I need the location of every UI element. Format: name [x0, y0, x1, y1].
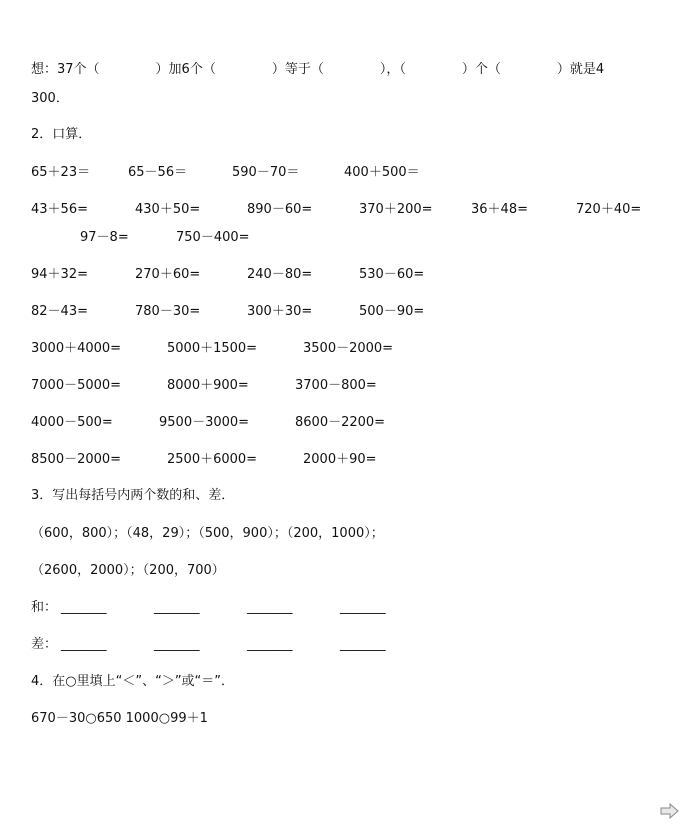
intro-line-2: 300． — [31, 91, 69, 106]
problem: 890－60= — [247, 202, 313, 217]
problem: 7000－5000= — [31, 378, 122, 393]
problem: 65－56＝ — [128, 165, 188, 180]
answer-blank: _______ — [61, 637, 107, 652]
section-2-heading: 2．口算． — [31, 127, 92, 142]
problem: 3500－2000= — [303, 341, 394, 356]
answer-blank: _______ — [61, 600, 107, 615]
problem: 720＋40= — [576, 202, 642, 217]
problem: 400＋500＝ — [344, 165, 420, 180]
problem: 5000＋1500= — [167, 341, 258, 356]
problem: 750－400= — [176, 230, 250, 245]
comparison-line: 670－30○650 1000○99＋1 — [31, 711, 208, 726]
answer-blank: _______ — [247, 637, 293, 652]
problem: 43＋56= — [31, 202, 88, 217]
problem: 2500＋6000= — [167, 452, 258, 467]
intro-text-3: ）等于（ — [271, 62, 324, 77]
intro-text-1: 想：37个（ — [31, 62, 100, 77]
intro-text-4: ），（ — [379, 62, 406, 77]
intro-text-2: ）加6个（ — [155, 62, 216, 77]
problem: 270＋60= — [135, 267, 201, 282]
problem: 300＋30= — [247, 304, 313, 319]
intro-text-6: ）就是4 — [556, 62, 605, 77]
problem: 65＋23＝ — [31, 165, 91, 180]
problem: 8000＋900= — [167, 378, 249, 393]
problem: 8500－2000= — [31, 452, 122, 467]
problem: 82－43= — [31, 304, 88, 319]
problem: 3000＋4000= — [31, 341, 122, 356]
problem: 500－90= — [359, 304, 425, 319]
problem: 97－8= — [80, 230, 129, 245]
problem: 8600－2200= — [295, 415, 386, 430]
problem: 590－70＝ — [232, 165, 300, 180]
problem: 530－60= — [359, 267, 425, 282]
answer-blank: _______ — [154, 637, 200, 652]
answer-blank: _______ — [340, 600, 386, 615]
problem: 4000－500= — [31, 415, 113, 430]
sum-label: 和： — [31, 600, 58, 615]
problem: 94＋32= — [31, 267, 88, 282]
answer-blank: _______ — [247, 600, 293, 615]
number-pairs-line-2: （2600，2000）；（200，700） — [31, 563, 225, 578]
problem: 430＋50= — [135, 202, 201, 217]
problem: 3700－800= — [295, 378, 377, 393]
answer-blank: _______ — [154, 600, 200, 615]
intro-text-5: ）个（ — [461, 62, 501, 77]
difference-label: 差： — [31, 637, 58, 652]
problem: 2000＋90= — [303, 452, 377, 467]
problem: 9500－3000= — [159, 415, 250, 430]
section-3-heading: 3．写出每括号内两个数的和、差． — [31, 488, 235, 503]
answer-blank: _______ — [340, 637, 386, 652]
problem: 780－30= — [135, 304, 201, 319]
number-pairs-line-1: （600，800）；（48，29）；（500，900）；（200，1000）； — [31, 526, 384, 541]
problem: 240－80= — [247, 267, 313, 282]
next-page-button[interactable] — [660, 803, 680, 819]
problem: 370＋200= — [359, 202, 433, 217]
problem: 36＋48= — [471, 202, 528, 217]
intro-line-1 — [31, 61, 604, 79]
arrow-right-icon — [660, 803, 680, 819]
section-4-heading: 4．在○里填上“＜”、“＞”或“＝”． — [31, 674, 235, 689]
